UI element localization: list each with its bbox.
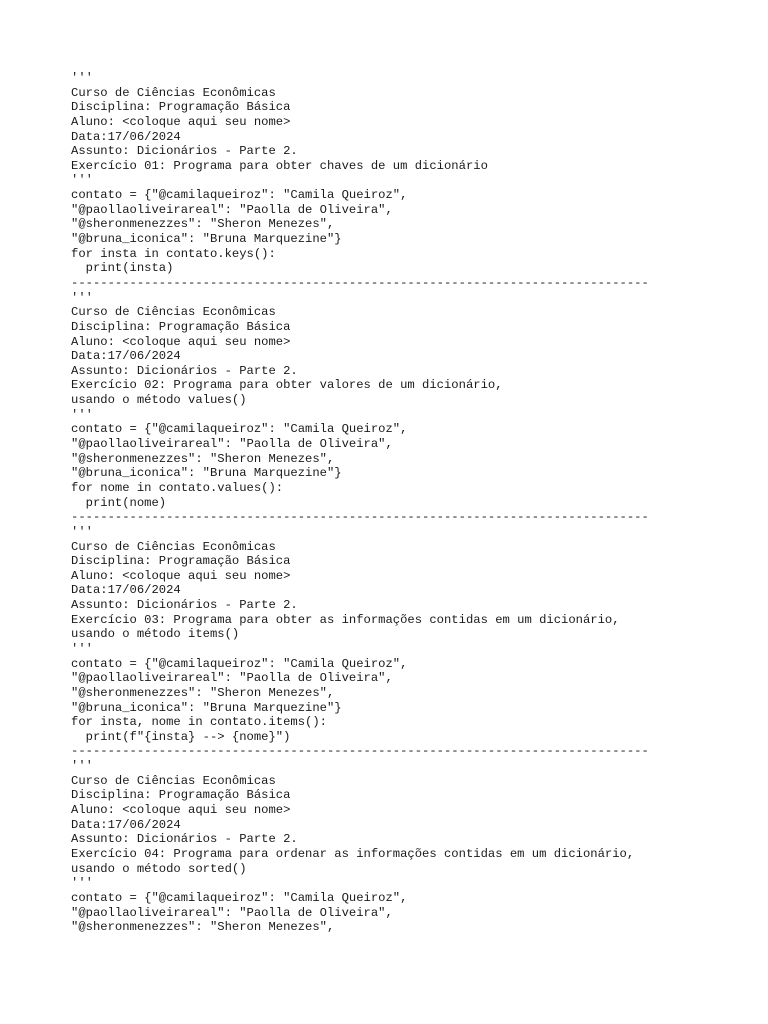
document-line: Assunto: Dicionários - Parte 2. (71, 363, 298, 378)
document-line: ------------------------------------------------------------------------------- (71, 275, 649, 290)
document-line: Data:17/06/2024 (71, 583, 181, 598)
document-line: ''' (71, 71, 93, 85)
document-line: "@paollaoliveirareal": "Paolla de Oliveira", (71, 671, 393, 686)
document-line: Assunto: Dicionários - Parte 2. (71, 598, 298, 613)
document-line: ------------------------------------------------------------------------------- (71, 510, 649, 525)
document-line: Curso de Ciências Econômicas (71, 539, 276, 554)
document-line: ''' (71, 641, 93, 656)
document-line: contato = {"@camilaqueiroz": "Camila Queiroz", (71, 656, 408, 671)
document-line: ------------------------------------------------------------------------------- (71, 744, 649, 759)
document-page (71, 71, 751, 935)
document-line: "@sheronmenezzes": "Sheron Menezes", (71, 920, 335, 935)
document-line: Curso de Ciências Econômicas (71, 773, 276, 788)
document-line: ''' (71, 876, 93, 891)
document-line: Aluno: <coloque aqui seu nome> (71, 114, 291, 129)
document-line: Data:17/06/2024 (71, 129, 181, 144)
document-line: contato = {"@camilaqueiroz": "Camila Queiroz", (71, 188, 408, 203)
document-line: usando o método values() (71, 393, 247, 408)
document-line: usando o método items() (71, 627, 240, 642)
document-line: print(nome) (71, 495, 167, 510)
document-line: for nome in contato.values(): (71, 480, 284, 495)
document-line: Exercício 01: Programa para obter chaves de um dicionário (71, 158, 488, 173)
document-line: Disciplina: Programação Básica (71, 788, 291, 803)
document-line: "@bruna_iconica": "Bruna Marquezine"} (71, 466, 342, 481)
document-line: "@paollaoliveirareal": "Paolla de Oliveira", (71, 905, 393, 920)
document-line: Assunto: Dicionários - Parte 2. (71, 144, 298, 159)
document-line: ''' (71, 759, 93, 774)
document-line: Curso de Ciências Econômicas (71, 85, 276, 100)
document-line: "@paollaoliveirareal": "Paolla de Oliveira", (71, 202, 393, 217)
document-line: Disciplina: Programação Básica (71, 100, 291, 115)
document-line: "@sheronmenezzes": "Sheron Menezes", (71, 685, 335, 700)
document-line: Data:17/06/2024 (71, 817, 181, 832)
document-line: Aluno: <coloque aqui seu nome> (71, 568, 291, 583)
document-line: usando o método sorted() (71, 861, 247, 876)
document-line: "@bruna_iconica": "Bruna Marquezine"} (71, 232, 342, 247)
document-line: Assunto: Dicionários - Parte 2. (71, 832, 298, 847)
document-line: for insta in contato.keys(): (71, 246, 276, 261)
document-line: Disciplina: Programação Básica (71, 554, 291, 569)
document-line: contato = {"@camilaqueiroz": "Camila Queiroz", (71, 422, 408, 437)
document-line: Curso de Ciências Econômicas (71, 305, 276, 320)
document-line: "@sheronmenezzes": "Sheron Menezes", (71, 451, 335, 466)
document-line: Exercício 02: Programa para obter valores de um dicionário, (71, 378, 503, 393)
document-line: print(insta) (71, 261, 174, 276)
document-line: ''' (71, 290, 93, 305)
document-line: "@sheronmenezzes": "Sheron Menezes", (71, 217, 335, 232)
document-line: Data:17/06/2024 (71, 349, 181, 364)
document-line: Aluno: <coloque aqui seu nome> (71, 334, 291, 349)
document-line: contato = {"@camilaqueiroz": "Camila Queiroz", (71, 890, 408, 905)
document-line: Exercício 04: Programa para ordenar as informações contidas em um dicionário, (71, 846, 635, 861)
document-line: Disciplina: Programação Básica (71, 319, 291, 334)
document-line: print(f"{insta} --> {nome}") (71, 729, 291, 744)
document-line: "@paollaoliveirareal": "Paolla de Oliveira", (71, 437, 393, 452)
document-line: Exercício 03: Programa para obter as informações contidas em um dicionário, (71, 612, 620, 627)
document-line: ''' (71, 173, 93, 188)
document-line: "@bruna_iconica": "Bruna Marquezine"} (71, 700, 342, 715)
document-line: ''' (71, 407, 93, 422)
document-line: ''' (71, 524, 93, 539)
document-line: for insta, nome in contato.items(): (71, 715, 327, 730)
document-line: Aluno: <coloque aqui seu nome> (71, 803, 291, 818)
